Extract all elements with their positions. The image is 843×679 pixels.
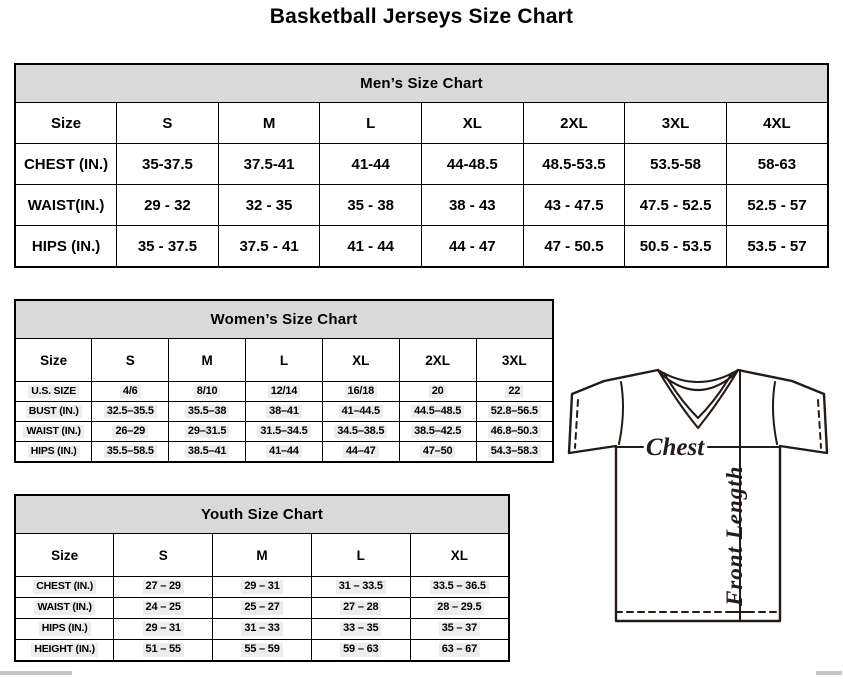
womens-cell (246, 382, 323, 402)
womens-cell-text: 41–44.5 (339, 405, 383, 419)
womens-col-2xl: 2XL (399, 339, 476, 382)
womens-row-label (15, 402, 92, 422)
womens-cell-text: 44–47 (343, 445, 379, 459)
youth-cell-text: 33 – 35 (340, 622, 381, 636)
mens-cell: 37.5-41 (218, 144, 320, 185)
mens-cell: 58-63 (726, 144, 828, 185)
youth-row-1 (15, 598, 509, 619)
youth-cell-text: 33.5 – 36.5 (430, 580, 489, 594)
womens-row-label-text: WAIST (IN.) (23, 425, 83, 438)
womens-cell (476, 442, 553, 463)
jersey-outline (569, 370, 827, 621)
womens-row-label-text: BUST (IN.) (26, 405, 82, 418)
youth-col-s: S (114, 534, 213, 577)
youth-cell (311, 619, 410, 640)
womens-cell (246, 402, 323, 422)
mens-row-1 (15, 185, 828, 226)
womens-cell-text: 44.5–48.5 (411, 405, 464, 419)
youth-cell-text: 27 – 28 (340, 601, 381, 615)
womens-cell-text: 35.5–38 (185, 405, 229, 419)
womens-cell-text: 12/14 (268, 385, 301, 399)
youth-cell (311, 577, 410, 598)
mens-cell: 53.5-58 (625, 144, 727, 185)
youth-col-m: M (213, 534, 312, 577)
womens-cell-text: 4/6 (120, 385, 141, 399)
mens-cell: 44-48.5 (422, 144, 524, 185)
youth-cell-text: 27 – 29 (143, 580, 184, 594)
mens-col-4xl: 4XL (726, 103, 828, 144)
mens-cell: 32 - 35 (218, 185, 320, 226)
womens-cell-text: 38.5–42.5 (411, 425, 464, 439)
mens-cell: 35 - 37.5 (117, 226, 219, 268)
youth-row-label-text: HEIGHT (IN.) (31, 643, 98, 656)
womens-cell (246, 442, 323, 463)
mens-header-row (15, 103, 828, 144)
mens-cell: 29 - 32 (117, 185, 219, 226)
youth-cell (213, 619, 312, 640)
womens-row-label (15, 422, 92, 442)
womens-cell (169, 442, 246, 463)
youth-cell (114, 640, 213, 662)
mens-size-table (14, 63, 829, 268)
mens-row-label: HIPS (IN.) (15, 226, 117, 268)
youth-cell (410, 598, 509, 619)
mens-cell: 52.5 - 57 (726, 185, 828, 226)
womens-cell (246, 422, 323, 442)
mens-row-label: CHEST (IN.) (15, 144, 117, 185)
youth-cell-text: 25 – 27 (241, 601, 282, 615)
mens-cell: 53.5 - 57 (726, 226, 828, 268)
youth-cell-text: 59 – 63 (340, 643, 381, 657)
womens-cell (169, 402, 246, 422)
womens-cell-text: 38–41 (266, 405, 302, 419)
mens-col-l: L (320, 103, 422, 144)
youth-cell (213, 598, 312, 619)
youth-row-label-text: HIPS (IN.) (39, 622, 91, 635)
mens-row-2 (15, 226, 828, 268)
womens-row-label-text: U.S. SIZE (28, 385, 79, 398)
youth-cell (410, 619, 509, 640)
womens-cell (322, 422, 399, 442)
youth-cell (114, 598, 213, 619)
womens-cell (399, 422, 476, 442)
womens-cell (169, 382, 246, 402)
womens-cell (92, 442, 169, 463)
youth-row-2 (15, 619, 509, 640)
mens-cell: 35 - 38 (320, 185, 422, 226)
mens-chart-title: Men’s Size Chart (15, 64, 828, 103)
youth-cell-text: 29 – 31 (143, 622, 184, 636)
womens-cell-text: 34.5–38.5 (334, 425, 387, 439)
youth-row-label-text: CHEST (IN.) (33, 580, 96, 593)
mens-col-2xl: 2XL (523, 103, 625, 144)
jersey-collar (658, 370, 738, 428)
youth-header-row (15, 534, 509, 577)
chest-label: Chest (645, 434, 705, 461)
mens-cell: 41-44 (320, 144, 422, 185)
youth-cell (410, 577, 509, 598)
womens-cell-text: 31.5–34.5 (257, 425, 310, 439)
womens-cell-text: 26–29 (112, 425, 148, 439)
womens-size-table (14, 299, 554, 463)
womens-row-1 (15, 402, 553, 422)
womens-row-label-text: HIPS (IN.) (28, 445, 80, 458)
womens-chart-title: Women’s Size Chart (15, 300, 553, 339)
youth-cell (213, 577, 312, 598)
womens-row-3 (15, 442, 553, 463)
womens-row-0 (15, 382, 553, 402)
mens-table-body (15, 144, 828, 268)
womens-cell (399, 382, 476, 402)
scrollbar-fragment-right (816, 671, 842, 675)
womens-table-body (15, 382, 553, 463)
mens-cell: 48.5-53.5 (523, 144, 625, 185)
youth-size-table (14, 494, 510, 662)
youth-row-label-text: WAIST (IN.) (34, 601, 94, 614)
womens-cell (399, 402, 476, 422)
youth-row-0 (15, 577, 509, 598)
womens-cell-text: 20 (429, 385, 447, 399)
womens-cell-text: 38.5–41 (185, 445, 229, 459)
womens-col-l: L (246, 339, 323, 382)
youth-cell (213, 640, 312, 662)
womens-cell-text: 47–50 (420, 445, 456, 459)
womens-col-s: S (92, 339, 169, 382)
womens-cell (399, 442, 476, 463)
youth-table-body (15, 577, 509, 662)
womens-cell-text: 16/18 (345, 385, 378, 399)
mens-cell: 44 - 47 (422, 226, 524, 268)
mens-cell: 38 - 43 (422, 185, 524, 226)
womens-row-2 (15, 422, 553, 442)
youth-cell-text: 24 – 25 (143, 601, 184, 615)
womens-cell-text: 8/10 (194, 385, 221, 399)
youth-chart-title: Youth Size Chart (15, 495, 509, 534)
youth-row-label (15, 619, 114, 640)
mens-cell: 35-37.5 (117, 144, 219, 185)
youth-cell-text: 28 – 29.5 (434, 601, 484, 615)
womens-cell-text: 22 (505, 385, 523, 399)
womens-cell-text: 29–31.5 (185, 425, 229, 439)
womens-cell (322, 442, 399, 463)
womens-cell-text: 46.8–50.3 (488, 425, 541, 439)
womens-cell (92, 422, 169, 442)
womens-col-xl: XL (322, 339, 399, 382)
womens-cell (92, 382, 169, 402)
mens-cell: 43 - 47.5 (523, 185, 625, 226)
youth-row-label (15, 598, 114, 619)
youth-cell (410, 640, 509, 662)
youth-cell (114, 619, 213, 640)
mens-cell: 41 - 44 (320, 226, 422, 268)
mens-col-xl: XL (422, 103, 524, 144)
youth-cell-text: 31 – 33 (241, 622, 282, 636)
youth-cell-text: 51 – 55 (143, 643, 184, 657)
mens-banner-row (15, 64, 828, 103)
youth-row-label (15, 577, 114, 598)
mens-size-header: Size (15, 103, 117, 144)
youth-col-l: L (311, 534, 410, 577)
mens-row-label: WAIST(IN.) (15, 185, 117, 226)
jersey-diagram (558, 360, 843, 632)
womens-cell-text: 32.5–35.5 (104, 405, 157, 419)
youth-cell-text: 31 – 33.5 (336, 580, 386, 594)
womens-col-3xl: 3XL (476, 339, 553, 382)
youth-cell-text: 29 – 31 (241, 580, 282, 594)
womens-banner-row (15, 300, 553, 339)
womens-cell (169, 422, 246, 442)
womens-row-label (15, 382, 92, 402)
mens-cell: 47.5 - 52.5 (625, 185, 727, 226)
mens-cell: 50.5 - 53.5 (625, 226, 727, 268)
youth-cell (114, 577, 213, 598)
womens-cell-text: 35.5–58.5 (104, 445, 157, 459)
youth-row-3 (15, 640, 509, 662)
youth-col-xl: XL (410, 534, 509, 577)
womens-cell-text: 54.3–58.3 (488, 445, 541, 459)
womens-header-row (15, 339, 553, 382)
womens-cell (476, 422, 553, 442)
womens-cell (322, 402, 399, 422)
womens-cell (476, 382, 553, 402)
womens-size-header: Size (15, 339, 92, 382)
mens-col-s: S (117, 103, 219, 144)
youth-cell-text: 35 – 37 (439, 622, 480, 636)
womens-cell (322, 382, 399, 402)
youth-cell-text: 55 – 59 (241, 643, 282, 657)
womens-col-m: M (169, 339, 246, 382)
mens-col-3xl: 3XL (625, 103, 727, 144)
womens-cell-text: 41–44 (266, 445, 302, 459)
youth-banner-row (15, 495, 509, 534)
youth-row-label (15, 640, 114, 662)
youth-cell (311, 640, 410, 662)
mens-row-0 (15, 144, 828, 185)
jersey-dashed-stitching (575, 400, 821, 612)
womens-cell (92, 402, 169, 422)
womens-row-label (15, 442, 92, 463)
youth-size-header: Size (15, 534, 114, 577)
womens-cell-text: 52.8–56.5 (488, 405, 541, 419)
youth-cell (311, 598, 410, 619)
mens-cell: 47 - 50.5 (523, 226, 625, 268)
scrollbar-fragment-left (0, 671, 72, 675)
front-length-label: Front Length (722, 465, 747, 606)
mens-cell: 37.5 - 41 (218, 226, 320, 268)
womens-cell (476, 402, 553, 422)
youth-cell-text: 63 – 67 (439, 643, 480, 657)
mens-col-m: M (218, 103, 320, 144)
page-title: Basketball Jerseys Size Chart (269, 5, 574, 28)
